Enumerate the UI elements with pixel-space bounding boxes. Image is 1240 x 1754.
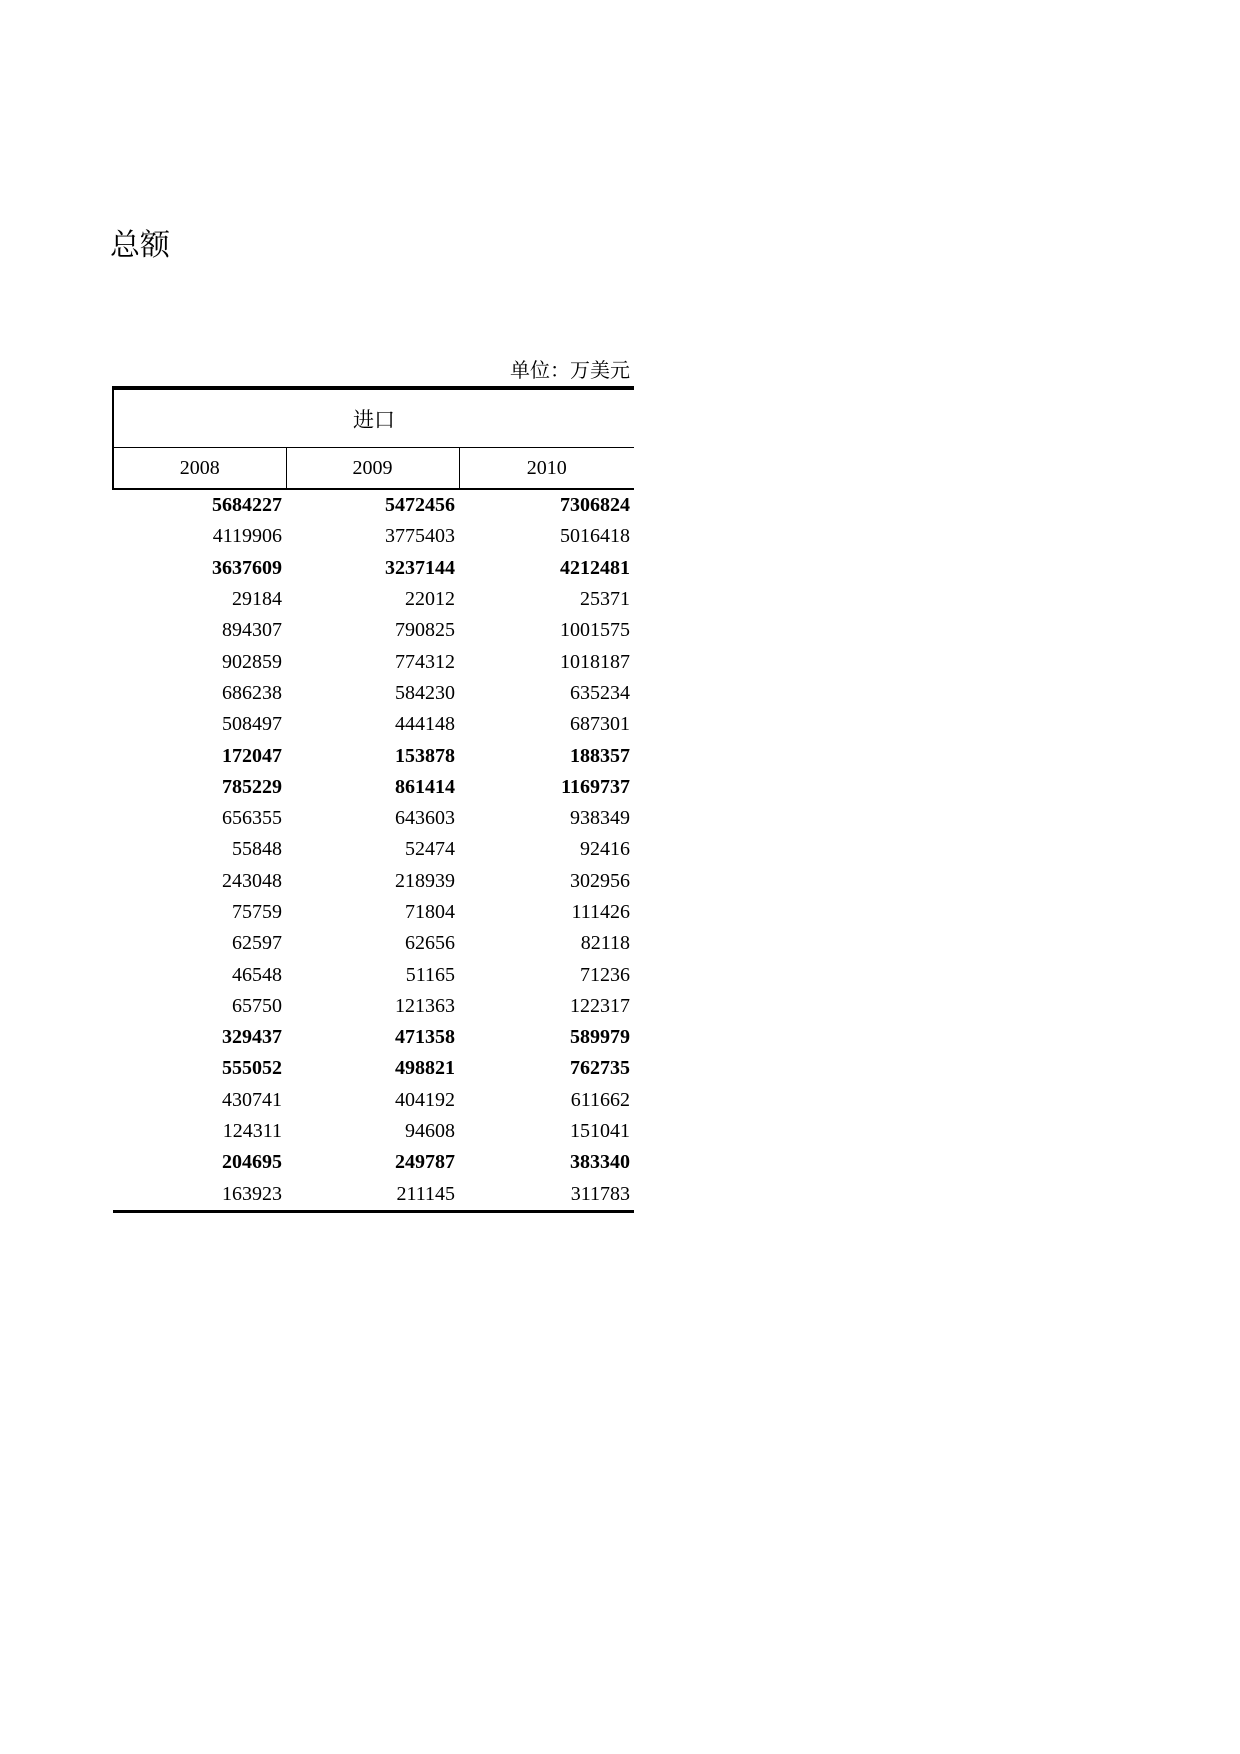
- table-cell-2009: 3775403: [385, 525, 455, 548]
- table-cell-2010: 635234: [570, 681, 631, 704]
- table-row: [113, 709, 634, 740]
- table-cell-2008: 894307: [222, 619, 282, 642]
- table-cell-2010: 7306824: [560, 494, 631, 517]
- table-cell-2009: 471358: [395, 1026, 455, 1049]
- table-cell-2009: 584230: [395, 681, 455, 704]
- table-cell-2008: 172047: [222, 744, 282, 767]
- table-cell-2010: 1169737: [561, 775, 631, 798]
- table-cell-2009: 51165: [405, 963, 455, 986]
- table-cell-2008: 4119906: [212, 525, 282, 548]
- table-row: [113, 772, 634, 803]
- table-cell-2009: 52474: [405, 838, 455, 861]
- table-cell-2008: 430741: [222, 1088, 282, 1111]
- table-cell-2008: 329437: [222, 1026, 282, 1049]
- table-cell-2008: 243048: [222, 869, 282, 892]
- table-cell-2009: 498821: [395, 1057, 455, 1080]
- table-row: [113, 834, 634, 865]
- table-row: [113, 991, 634, 1022]
- table-cell-2009: 218939: [395, 869, 455, 892]
- table-cell-2009: 94608: [405, 1120, 455, 1143]
- table-row: [113, 646, 634, 677]
- table-row: [113, 928, 634, 959]
- table-row: [113, 959, 634, 990]
- table-cell-2008: 163923: [113, 1179, 286, 1212]
- table-cell-2008: 686238: [222, 681, 282, 704]
- table-cell-2009: 404192: [395, 1088, 455, 1111]
- table-cell-2009: 153878: [395, 744, 455, 767]
- table-cell-2009: 861414: [395, 775, 455, 798]
- table-cell-2009: 62656: [405, 932, 455, 955]
- table-row: [113, 1147, 634, 1178]
- table-body: [113, 489, 634, 1211]
- table-cell-2010: 111426: [571, 901, 631, 923]
- table-cell-2010: 302956: [570, 869, 631, 892]
- table-cell-2008: 555052: [222, 1057, 282, 1080]
- table-cell-2008: 3637609: [212, 556, 282, 579]
- table-cell-2010: 71236: [580, 963, 631, 986]
- import-table: [112, 386, 634, 1213]
- table-cell-2008: 55848: [232, 838, 282, 861]
- table-cell-2010: 311783: [459, 1179, 634, 1212]
- table-row: [113, 489, 634, 521]
- table-row: [113, 1085, 634, 1116]
- unit-label: 单位：万美元: [510, 358, 630, 382]
- table-cell-2009: 643603: [395, 807, 455, 830]
- table-cell-2008: 65750: [232, 994, 282, 1017]
- year-header-2010: 2010: [459, 448, 634, 490]
- table-row: [113, 1053, 634, 1084]
- year-header-2009: 2009: [286, 448, 459, 490]
- table-cell-2010: 1001575: [560, 619, 631, 642]
- table-cell-2008: 656355: [222, 807, 282, 830]
- table-cell-2010: 1018187: [560, 650, 631, 673]
- table-cell-2010: 122317: [570, 994, 631, 1017]
- table-cell-2009: 444148: [395, 713, 455, 736]
- import-table-container: [112, 386, 633, 1213]
- table-cell-2010: 762735: [570, 1057, 631, 1080]
- group-header-import: 进口: [113, 388, 634, 448]
- table-row: [113, 615, 634, 646]
- table-cell-2008: 204695: [222, 1151, 282, 1174]
- table-cell-2010: 611662: [570, 1088, 631, 1111]
- table-row: [113, 584, 634, 615]
- table-cell-2010: 687301: [570, 713, 631, 736]
- table-row: [113, 1022, 634, 1053]
- table-cell-2009: 121363: [395, 994, 455, 1017]
- year-header-2008: 2008: [113, 448, 286, 490]
- table-cell-2009: 71804: [405, 901, 455, 923]
- table-cell-2009: 774312: [395, 650, 455, 673]
- table-cell-2010: 92416: [580, 838, 631, 861]
- table-row: [113, 1116, 634, 1147]
- table-cell-2008: 508497: [222, 713, 282, 736]
- table-cell-2010: 383340: [570, 1151, 631, 1174]
- page-title: 总额: [110, 228, 170, 263]
- table-cell-2009: 211145: [286, 1179, 459, 1212]
- table-cell-2010: 5016418: [560, 525, 631, 548]
- table-cell-2008: 46548: [232, 963, 282, 986]
- table-row: [113, 866, 634, 897]
- table-cell-2010: 151041: [570, 1120, 631, 1143]
- table-cell-2010: 82118: [580, 932, 631, 955]
- table-row: [113, 678, 634, 709]
- table-cell-2009: 249787: [395, 1151, 455, 1174]
- table-row: [113, 553, 634, 584]
- table-cell-2010: 4212481: [560, 556, 631, 579]
- table-cell-2009: 5472456: [385, 494, 455, 517]
- table-row: [113, 521, 634, 552]
- table-cell-2008: 902859: [222, 650, 282, 673]
- table-row: [113, 1179, 634, 1212]
- table-cell-2008: 62597: [232, 932, 282, 955]
- table-cell-2009: 3237144: [385, 556, 455, 579]
- table-cell-2008: 75759: [232, 901, 282, 923]
- table-cell-2010: 25371: [580, 588, 631, 611]
- table-cell-2009: 790825: [395, 619, 455, 642]
- table-cell-2008: 29184: [232, 588, 282, 611]
- table-cell-2008: 785229: [222, 775, 282, 798]
- table-cell-2008: 5684227: [212, 494, 282, 517]
- table-cell-2010: 938349: [570, 807, 631, 830]
- table-row: [113, 803, 634, 834]
- table-row: [113, 740, 634, 771]
- table-cell-2010: 188357: [570, 744, 631, 767]
- table-row: [113, 897, 634, 928]
- table-cell-2008: 124311: [222, 1120, 282, 1143]
- table-cell-2009: 22012: [405, 588, 455, 611]
- table-cell-2010: 589979: [570, 1026, 631, 1049]
